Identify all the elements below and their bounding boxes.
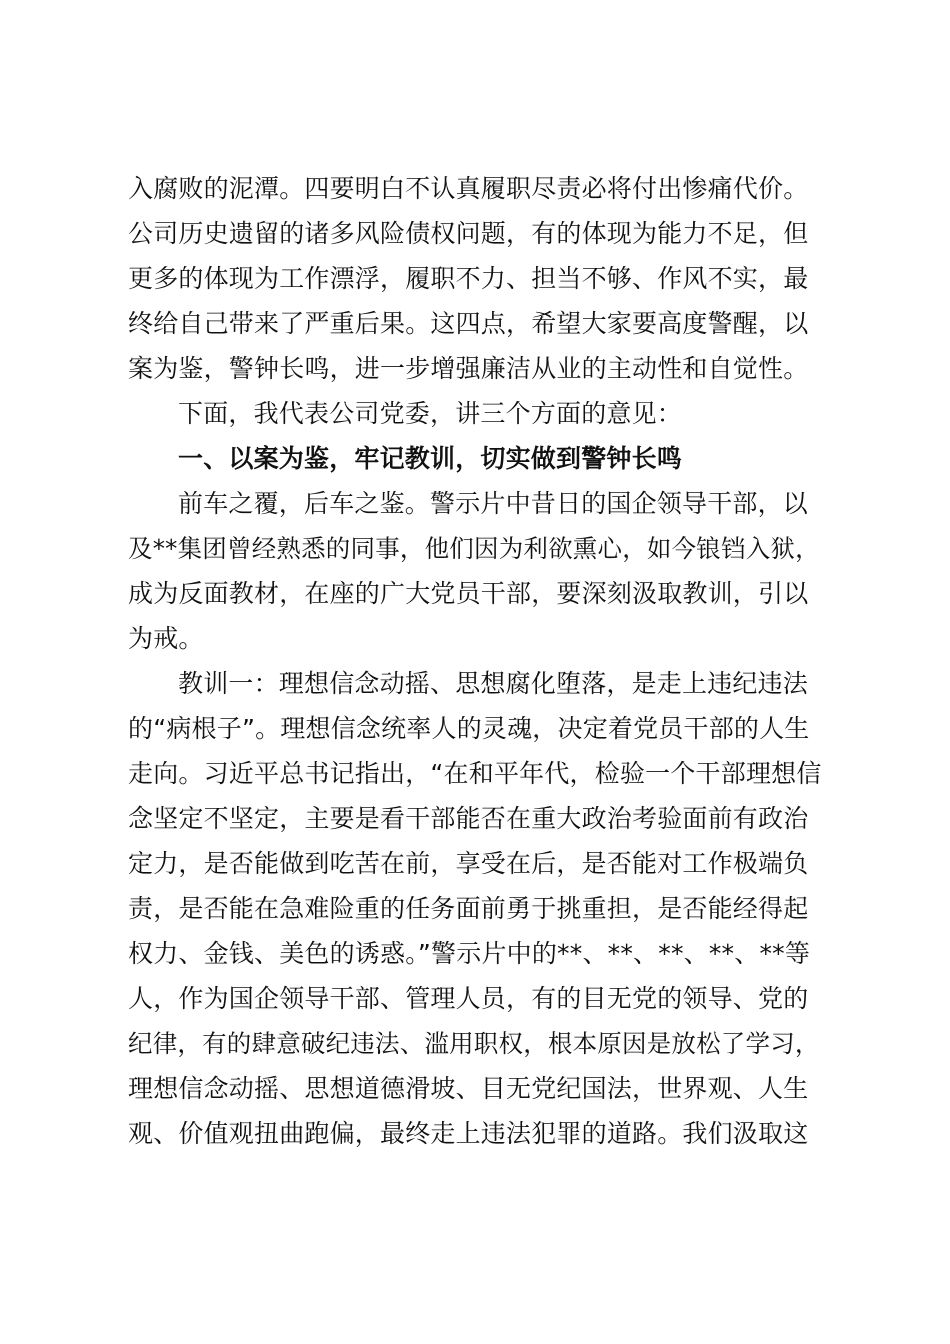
text-line: 前车之覆，后车之鉴。警示片中昔日的国企领导干部，以 [178,489,809,518]
text-line: 为戒。 [128,624,204,653]
text-line: 观、价值观扭曲跑偏，最终走上违法犯罪的道路。我们汲取这 [128,1119,809,1148]
text-line: 念坚定不坚定，主要是看干部能否在重大政治考验面前有政治 [128,804,809,833]
text-line: 及**集团曾经熟悉的同事，他们因为利欲熏心，如今锒铛入狱， [128,534,820,563]
text-line: 公司历史遗留的诸多风险债权问题，有的体现为能力不足，但 [128,219,809,248]
text-line: 更多的体现为工作漂浮，履职不力、担当不够、作风不实，最 [128,264,809,293]
document-body [128,166,828,1156]
text-line: 纪律，有的肆意破纪违法、滥用职权，根本原因是放松了学习， [128,1029,820,1058]
text-line: 案为鉴，警钟长鸣，进一步增强廉洁从业的主动性和自觉性。 [128,354,809,383]
text-line: 终给自己带来了严重后果。这四点，希望大家要高度警醒，以 [128,309,809,338]
section-heading: 一、以案为鉴，牢记教训，切实做到警钟长鸣 [178,444,683,473]
text-line: 责，是否能在急难险重的任务面前勇于挑重担，是否能经得起 [128,894,809,923]
text-line: 理想信念动摇、思想道德滑坡、目无党纪国法，世界观、人生 [128,1074,809,1103]
text-line: 下面，我代表公司党委，讲三个方面的意见： [178,399,683,428]
text-line: 走向。习近平总书记指出，“在和平年代，检验一个干部理想信 [128,759,822,788]
text-line: 人，作为国企领导干部、管理人员，有的目无党的领导、党的 [128,984,809,1013]
text-line: 的“病根子”。理想信念统率人的灵魂，决定着党员干部的人生 [128,714,810,743]
text-line: 成为反面教材，在座的广大党员干部，要深刻汲取教训，引以 [128,579,809,608]
text-line: 入腐败的泥潭。四要明白不认真履职尽责必将付出惨痛代价。 [128,174,809,203]
text-line: 权力、金钱、美色的诱惑。”警示片中的**、**、**、**、**等 [128,939,811,968]
text-line: 教训一：理想信念动摇、思想腐化堕落，是走上违纪违法 [178,669,809,698]
text-line: 定力，是否能做到吃苦在前，享受在后，是否能对工作极端负 [128,849,809,878]
